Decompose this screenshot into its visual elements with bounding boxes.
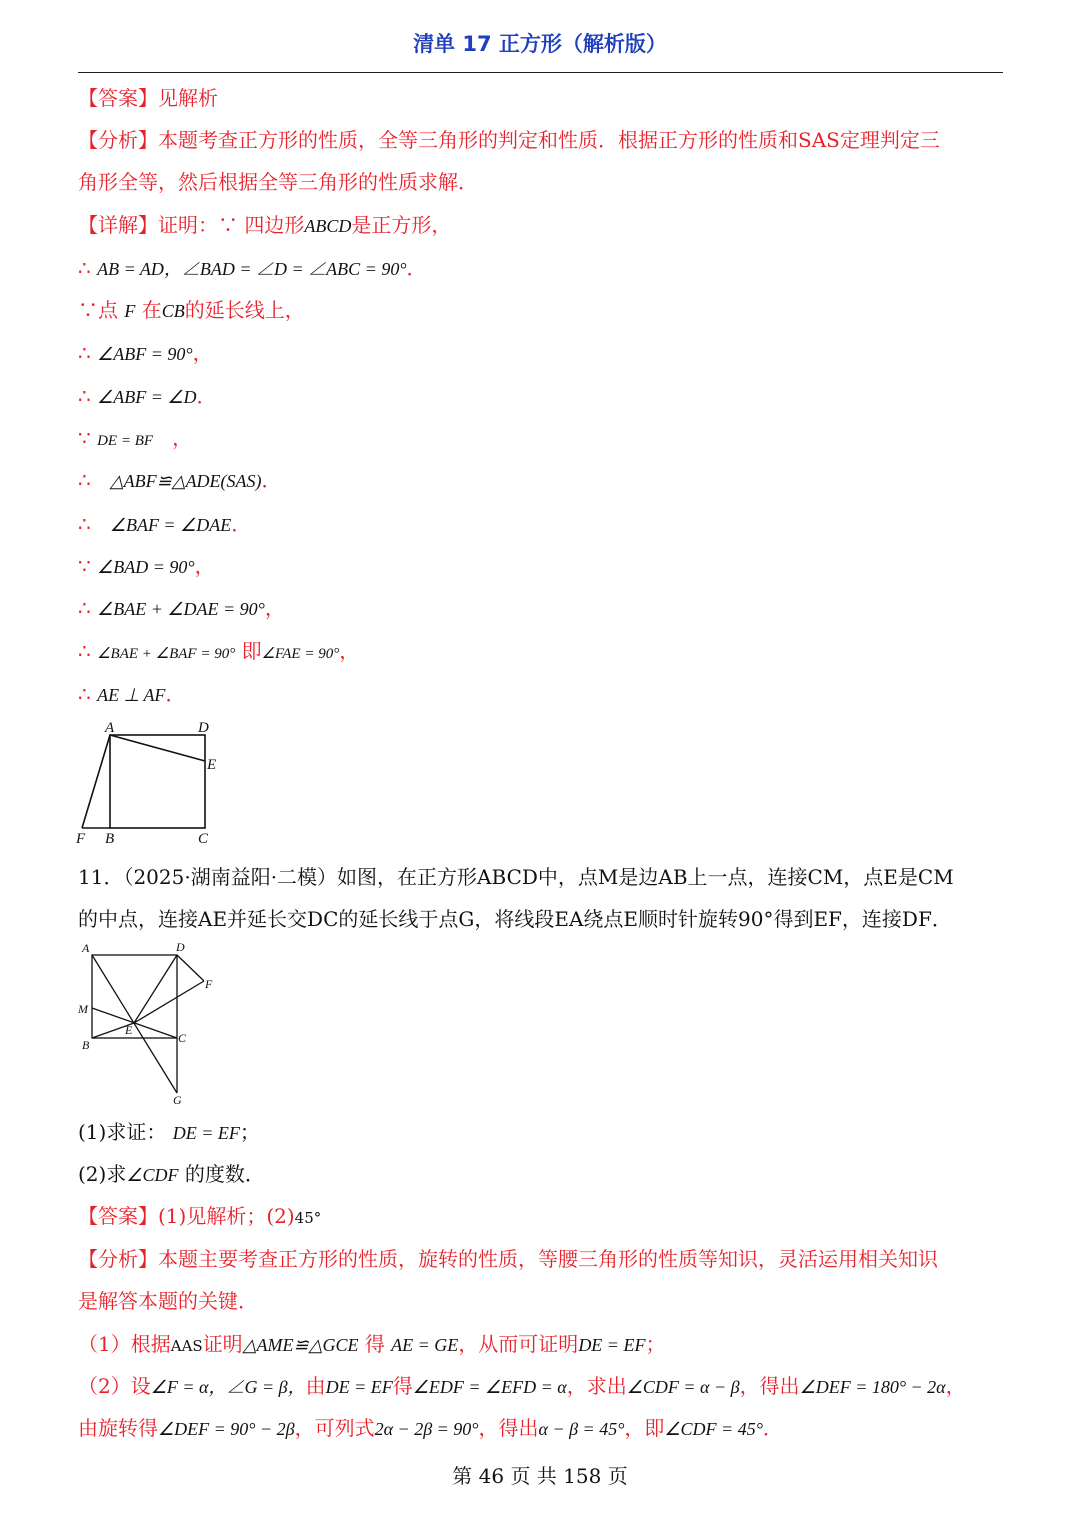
detail-text: 证明：∵ 四边形 bbox=[158, 213, 305, 237]
q11-line-2: 的中点，连接AE并延长交DC的延长线于点G，将线段EA绕点E顺时针旋转90°得到EF，连接DF． bbox=[78, 907, 952, 931]
step1-aas: AAS bbox=[170, 1337, 203, 1355]
label-b: B bbox=[82, 1038, 90, 1052]
step3-math-2: 2α − 2β = 90° bbox=[374, 1419, 479, 1439]
step1-math-1: △AME≌△GCE bbox=[242, 1335, 359, 1355]
step-4-math: ∠ABF = ∠D bbox=[97, 387, 197, 407]
step1-a: （1）根据 bbox=[78, 1332, 171, 1356]
answer-tag: 【答案】 bbox=[78, 1204, 158, 1228]
therefore-symbol: ∴ bbox=[78, 596, 91, 620]
sub1-text: (1)求证： bbox=[78, 1120, 167, 1144]
step2-a: （2）设 bbox=[78, 1374, 151, 1398]
therefore-symbol: ∴ bbox=[78, 639, 91, 663]
step-10-math-2: ∠FAE = 90° bbox=[261, 646, 340, 662]
square-abcd bbox=[92, 955, 177, 1038]
label-a: A bbox=[82, 941, 90, 955]
therefore-symbol: ∴ bbox=[78, 682, 91, 706]
step-7-end: ． bbox=[231, 512, 252, 536]
step-2-f: F bbox=[124, 301, 136, 321]
answer-line-11 bbox=[78, 1202, 1008, 1232]
therefore-symbol: ∴ bbox=[78, 256, 91, 280]
segment-df bbox=[177, 955, 204, 981]
because-symbol: ∵ bbox=[78, 426, 91, 450]
step2-math-5: ∠DEF = 180° − 2α bbox=[799, 1377, 946, 1397]
sub2-end: 的度数． bbox=[184, 1162, 265, 1186]
sub-question-2 bbox=[78, 1160, 1008, 1189]
page-header-title: 清单 17 正方形（解析版） bbox=[413, 32, 667, 56]
step2-b: 由 bbox=[305, 1374, 326, 1398]
analysis-step-2 bbox=[78, 1372, 1008, 1401]
label-e: E bbox=[207, 757, 217, 773]
step-6-math: △ABF≌△ADE(SAS) bbox=[109, 471, 262, 491]
step1-d: ，从而可证明 bbox=[458, 1332, 579, 1356]
analysis-line-1: 【分析】本题考查正方形的性质，全等三角形的判定和性质．根据正方形的性质和SAS定理判定三 bbox=[78, 128, 940, 152]
label-g: G bbox=[173, 1093, 182, 1107]
analysis-11-line-2: 是解答本题的关键． bbox=[78, 1289, 258, 1313]
label-c: C bbox=[198, 831, 209, 847]
label-a: A bbox=[105, 720, 115, 736]
step-9-end: ， bbox=[264, 596, 285, 620]
step-7 bbox=[78, 510, 1008, 539]
step2-math-4: ∠CDF = α − β bbox=[626, 1377, 740, 1397]
therefore-symbol: ∴ bbox=[78, 384, 91, 408]
step-5-end: ， bbox=[172, 426, 193, 450]
step-10-mid: 即 bbox=[241, 639, 262, 663]
sub2-math: ∠CDF bbox=[126, 1165, 179, 1185]
step-2-b: 在 bbox=[141, 298, 162, 322]
segment-ef bbox=[134, 981, 204, 1023]
analysis-step-1 bbox=[78, 1330, 1008, 1360]
step3-b: ，可列式 bbox=[294, 1416, 375, 1440]
because-symbol: ∵ bbox=[78, 554, 91, 578]
step-2-cb: CB bbox=[161, 301, 185, 321]
detail-math: ABCD bbox=[304, 216, 352, 236]
label-b: B bbox=[105, 831, 115, 847]
step-10-end: ， bbox=[339, 639, 360, 663]
therefore-symbol: ∴ bbox=[78, 341, 91, 365]
step-11 bbox=[78, 680, 1008, 709]
step-1-end: ． bbox=[406, 256, 427, 280]
step2-math-2: DE = EF bbox=[325, 1377, 393, 1397]
step3-a: 由旋转得 bbox=[78, 1416, 158, 1440]
page-number-footer: 第 46 页 共 158 页 bbox=[452, 1464, 628, 1488]
analysis-step-3 bbox=[78, 1414, 1008, 1443]
label-m: M bbox=[78, 1002, 88, 1016]
answer-line: 【答案】见解析 bbox=[78, 86, 218, 110]
therefore-symbol: ∴ bbox=[78, 468, 91, 492]
step1-c: 得 bbox=[364, 1332, 385, 1356]
step-2-a: ∵点 bbox=[78, 298, 118, 322]
figure-square-abcd-fe bbox=[70, 715, 230, 850]
step-2 bbox=[78, 296, 1008, 325]
label-e: E bbox=[125, 1023, 133, 1037]
step3-c: ，得出 bbox=[478, 1416, 539, 1440]
segment-de bbox=[134, 955, 177, 1023]
step2-d: ，求出 bbox=[566, 1374, 627, 1398]
step-8-end: ， bbox=[194, 554, 215, 578]
step-4 bbox=[78, 382, 1008, 411]
answer-text: (1)见解析；(2) bbox=[158, 1204, 295, 1228]
step2-math-1: ∠F = α，∠G = β， bbox=[150, 1377, 306, 1397]
step3-e: ． bbox=[762, 1416, 783, 1440]
analysis-11-line-1: 【分析】本题主要考查正方形的性质，旋转的性质，等腰三角形的性质等知识，灵活运用相关知识 bbox=[78, 1247, 938, 1271]
step3-d: ，即 bbox=[624, 1416, 665, 1440]
label-d: D bbox=[198, 720, 209, 736]
step-3 bbox=[78, 339, 1008, 368]
step-1-math: AB = AD，∠BAD = ∠D = ∠ABC = 90° bbox=[97, 259, 407, 279]
step-10 bbox=[78, 637, 1008, 668]
step3-math-3: α − β = 45° bbox=[538, 1419, 625, 1439]
sub1-end: ； bbox=[239, 1120, 260, 1144]
step-5 bbox=[78, 424, 1008, 455]
segment-ae bbox=[110, 735, 205, 761]
label-c: C bbox=[178, 1031, 187, 1045]
sub1-math: DE = EF bbox=[172, 1123, 240, 1143]
step1-b: 证明 bbox=[202, 1332, 243, 1356]
analysis-line-2: 角形全等，然后根据全等三角形的性质求解． bbox=[78, 170, 478, 194]
step-11-end: ． bbox=[165, 682, 186, 706]
step-2-c: 的延长线上， bbox=[184, 298, 305, 322]
step-9-math: ∠BAE + ∠DAE = 90° bbox=[97, 599, 265, 619]
therefore-symbol: ∴ bbox=[78, 512, 91, 536]
sub-question-1 bbox=[78, 1118, 1008, 1147]
step2-e: ，得出 bbox=[739, 1374, 800, 1398]
step2-f: ， bbox=[945, 1374, 966, 1398]
label-d: D bbox=[176, 940, 185, 954]
step-10-math: ∠BAE + ∠BAF = 90° bbox=[97, 646, 236, 662]
step-8 bbox=[78, 552, 1008, 581]
step-9 bbox=[78, 594, 1008, 623]
step-7-math: ∠BAF = ∠DAE bbox=[109, 515, 232, 535]
header-rule bbox=[78, 72, 1003, 73]
step2-math-3: ∠EDF = ∠EFD = α bbox=[412, 1377, 567, 1397]
detail-end: 是正方形， bbox=[351, 213, 452, 237]
step2-c: 得 bbox=[392, 1374, 413, 1398]
step1-math-2: AE = GE bbox=[391, 1335, 459, 1355]
q11-line-1: 11．（2025·湖南益阳·二模）如图，在正方形ABCD中，点M是边AB上一点，连接CM，点E是CM bbox=[78, 865, 954, 889]
sub2-text: (2)求 bbox=[78, 1162, 127, 1186]
figure-square-rotation bbox=[72, 938, 232, 1110]
step-3-end: ， bbox=[192, 341, 213, 365]
detail-tag: 【详解】 bbox=[78, 213, 158, 237]
step-11-math: AE ⊥ AF bbox=[97, 685, 166, 705]
step1-math-3: DE = EF bbox=[578, 1335, 646, 1355]
step-1 bbox=[78, 254, 1008, 283]
step-8-math: ∠BAD = 90° bbox=[97, 557, 195, 577]
label-f: F bbox=[205, 977, 213, 991]
label-f: F bbox=[76, 831, 86, 847]
segment-af bbox=[82, 735, 110, 828]
square-abcd bbox=[110, 735, 205, 828]
step-6-end: ． bbox=[261, 468, 282, 492]
step3-math-1: ∠DEF = 90° − 2β bbox=[158, 1419, 295, 1439]
detail-line bbox=[78, 211, 1008, 240]
step-4-end: ． bbox=[196, 384, 217, 408]
step3-math-4: ∠CDF = 45° bbox=[664, 1419, 763, 1439]
step-3-math: ∠ABF = 90° bbox=[97, 344, 193, 364]
step-6 bbox=[78, 466, 1008, 495]
answer-value: 45° bbox=[294, 1209, 322, 1227]
step-5-math: DE = BF bbox=[97, 433, 154, 449]
step1-e: ； bbox=[645, 1332, 666, 1356]
